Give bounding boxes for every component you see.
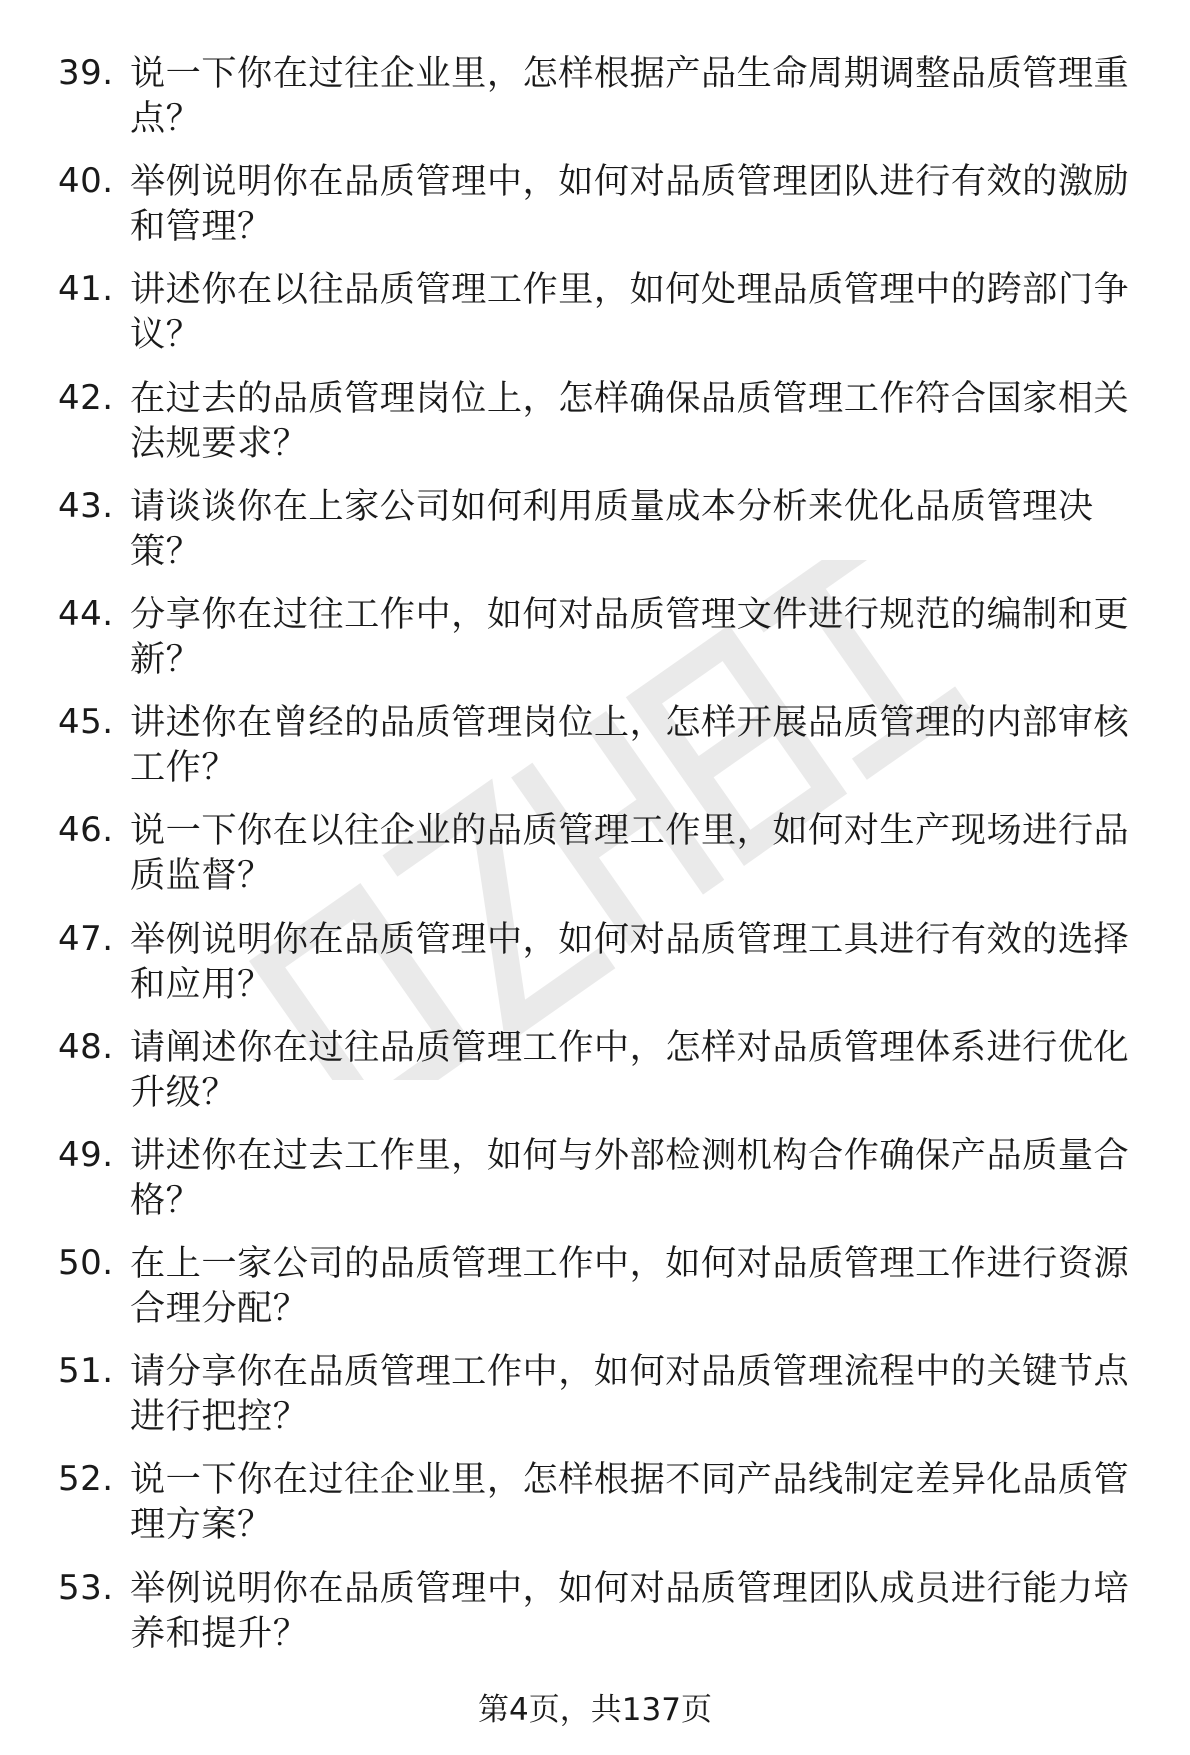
question-line: 举例说明你在品质管理中，如何对品质管理工具进行有效的选择: [130, 918, 1130, 960]
question-line: 请阐述你在过往品质管理工作中，怎样对品质管理体系进行优化: [130, 1026, 1130, 1068]
question-line: 养和提升？: [130, 1612, 309, 1654]
question-line: 新？: [130, 638, 202, 680]
question-line: 格？: [130, 1179, 202, 1221]
question-text: [130, 808, 1190, 898]
question-line: 理方案？: [130, 1504, 273, 1546]
question-text: [130, 376, 1190, 466]
question-line: 策？: [130, 530, 202, 572]
question-item: [58, 592, 1150, 700]
question-line: 讲述你在过去工作里，如何与外部检测机构合作确保产品质量合: [130, 1134, 1130, 1176]
question-text: [130, 1566, 1190, 1656]
question-item: [58, 1133, 1150, 1241]
question-line: 分享你在过往工作中，如何对品质管理文件进行规范的编制和更: [130, 593, 1130, 635]
question-item: [58, 376, 1150, 484]
question-line: 在过去的品质管理岗位上，怎样确保品质管理工作符合国家相关: [130, 377, 1130, 419]
question-number: 53.: [58, 1567, 114, 1608]
question-text: [130, 1349, 1190, 1439]
page-number-footer: 第4页，共137页: [478, 1692, 712, 1728]
question-line: 法规要求？: [130, 422, 309, 464]
question-line: 举例说明你在品质管理中，如何对品质管理团队成员进行能力培: [130, 1567, 1130, 1609]
question-line: 讲述你在曾经的品质管理岗位上，怎样开展品质管理的内部审核: [130, 702, 1130, 744]
question-number: 42.: [58, 377, 114, 418]
question-line: 工作？: [130, 747, 238, 789]
question-number: 52.: [58, 1459, 114, 1500]
question-list: [58, 51, 1150, 1674]
question-number: 41.: [58, 269, 114, 310]
question-text: [130, 917, 1190, 1007]
question-text: [130, 592, 1190, 682]
question-number: 40.: [58, 161, 114, 202]
question-line: 和管理？: [130, 206, 273, 248]
question-item: [58, 484, 1150, 592]
question-line: 说一下你在过往企业里，怎样根据产品生命周期调整品质管理重: [130, 53, 1130, 94]
question-text: [130, 1025, 1190, 1115]
question-line: 合理分配？: [130, 1288, 309, 1330]
question-text: [130, 1133, 1190, 1223]
question-line: 升级？: [130, 1071, 238, 1113]
question-number: 50.: [58, 1243, 114, 1284]
question-number: 48.: [58, 1026, 114, 1067]
question-text: [130, 484, 1190, 574]
question-text: [130, 700, 1190, 790]
question-item: [58, 1025, 1150, 1133]
question-number: 51.: [58, 1351, 114, 1392]
question-text: [130, 267, 1190, 357]
question-line: 议？: [130, 314, 202, 356]
question-number: 43.: [58, 485, 114, 526]
question-line: 和应用？: [130, 963, 273, 1005]
question-line: 点？: [130, 98, 202, 139]
question-item: [58, 1349, 1150, 1457]
question-item: [58, 808, 1150, 916]
question-item: [58, 917, 1150, 1025]
question-item: [58, 51, 1150, 159]
question-line: 说一下你在过往企业里，怎样根据不同产品线制定差异化品质管: [130, 1459, 1130, 1501]
question-text: [130, 1457, 1190, 1547]
question-line: 请分享你在品质管理工作中，如何对品质管理流程中的关键节点: [130, 1351, 1130, 1393]
question-line: 说一下你在以往企业的品质管理工作里，如何对生产现场进行品: [130, 810, 1130, 852]
question-item: [58, 700, 1150, 808]
question-item: [58, 159, 1150, 267]
question-line: 讲述你在以往品质管理工作里，如何处理品质管理中的跨部门争: [130, 269, 1130, 311]
question-number: 49.: [58, 1134, 114, 1175]
question-item: [58, 1566, 1150, 1674]
question-number: 39.: [58, 53, 114, 93]
question-line: 质监督？: [130, 855, 273, 897]
question-line: 在上一家公司的品质管理工作中，如何对品质管理工作进行资源: [130, 1243, 1130, 1285]
question-number: 46.: [58, 810, 114, 851]
question-line: 进行把控？: [130, 1396, 309, 1438]
question-text: [130, 1241, 1190, 1331]
question-item: [58, 267, 1150, 375]
question-item: [58, 1241, 1150, 1349]
question-item: [58, 1457, 1150, 1565]
question-number: 44.: [58, 593, 114, 634]
question-text: [130, 159, 1190, 249]
question-line: 举例说明你在品质管理中，如何对品质管理团队进行有效的激励: [130, 161, 1130, 203]
question-number: 45.: [58, 702, 114, 743]
question-text: [130, 51, 1190, 141]
question-number: 47.: [58, 918, 114, 959]
question-line: 请谈谈你在上家公司如何利用质量成本分析来优化品质管理决: [130, 485, 1094, 527]
